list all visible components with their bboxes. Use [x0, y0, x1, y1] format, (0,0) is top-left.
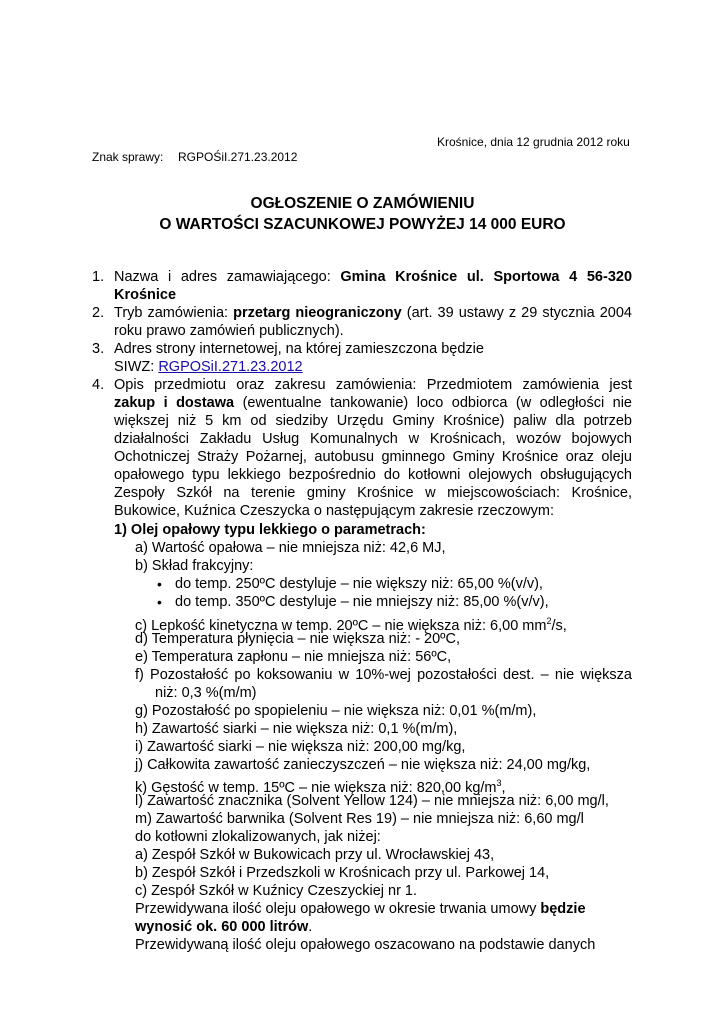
item-4-line2 [114, 394, 632, 412]
item-2-line1 [114, 304, 632, 322]
quantity-text: Przewidywana ilość oleju opałowego w okresie trwania umowy [135, 901, 537, 917]
item-1-number: 1. [92, 269, 105, 285]
param-l: l) Zawartość znacznika (Solvent Yellow 124) – nie mniejsza niż: 6,00 mg/l, [135, 793, 609, 809]
item-3-line1: Adres strony internetowej, na której zamieszczona będzie [114, 341, 484, 357]
param-m: m) Zawartość barwnika (Solvent Res 19) – nie mniejsza niż: 6,60 mg/l [135, 811, 584, 827]
param-k-end: , [501, 779, 506, 796]
item-1-address: Gmina Krośnice ul. Sportowa 4 56-320 [340, 269, 633, 285]
param-g: g) Pozostałość po spopieleniu – nie większa niż: 0,01 %(m/m), [135, 703, 537, 719]
param-b-bullet-2: do temp. 350ºC destyluje – nie mniejszy niż: 85,00 %(v/v), [175, 594, 549, 610]
param-c-sup: 2 [546, 616, 552, 626]
school-a: a) Zespół Szkół w Bukowicach przy ul. Wrocławskiej 43, [135, 847, 495, 863]
item-2-line2: roku prawo zamówień publicznych). [114, 323, 344, 339]
item-4-line2-rest: (ewentualne tankowanie) loco odbiorca (w odległości nie [242, 395, 632, 411]
item-1-label: Nazwa i adres zamawiającego: [114, 269, 331, 285]
param-e: e) Temperatura zapłonu – nie mniejsza niż: 56ºC, [135, 649, 452, 665]
item-4-line1: Opis przedmiotu oraz zakresu zamówienia: Przedmiotem zamówienia jest [114, 377, 632, 393]
param-j: j) Całkowita zawartość zanieczyszczeń – nie większa niż: 24,00 mg/kg, [135, 757, 591, 773]
param-f-line2: niż: 0,3 %(m/m) [155, 685, 257, 701]
quantity-line2 [135, 918, 312, 936]
item-3-number: 3. [92, 341, 105, 357]
param-f-line1: f) Pozostałość po koksowaniu w 10%-wej pozostałości dest. – nie większa [135, 667, 632, 683]
param-d: d) Temperatura płynięcia – nie większa niż: - 20ºC, [135, 631, 460, 647]
item-2-mode: przetarg nieograniczony [233, 305, 402, 321]
boilers-intro: do kotłowni zlokalizowanych, jak niżej: [135, 829, 381, 845]
case-number: RGPOŚiI.271.23.2012 [178, 150, 298, 164]
param-a: a) Wartość opałowa – nie mniejsza niż: 42,6 MJ, [135, 540, 446, 556]
quantity-end: . [308, 919, 313, 935]
quantity-bold-2: wynosić ok. 60 000 litrów [135, 919, 309, 935]
param-b: b) Skład frakcyjny: [135, 558, 254, 574]
oil-heading: 1) Olej opałowy typu lekkiego o parametrach: [114, 522, 426, 538]
item-2-number: 2. [92, 305, 105, 321]
item-1-line1 [114, 268, 632, 286]
page-title-line2: O WARTOŚCI SZACUNKOWEJ POWYŻEJ 14 000 EURO [159, 216, 566, 233]
item-4-line8: Bukowice, Kuźnica Czeszycka o następującym zakresie rzeczowym: [114, 503, 554, 519]
case-label: Znak sprawy: [92, 150, 164, 164]
item-4-line6: opałowego typu lekkiego bezpośrednio do kotłowni olejowych obsługujących [114, 467, 632, 483]
estimate-line: Przewidywaną ilość oleju opałowego oszacowano na podstawie danych [135, 937, 596, 953]
siwz-label: SIWZ: [114, 359, 155, 375]
param-b-bullet-1: do temp. 250ºC destyluje – nie większy niż: 65,00 %(v/v), [175, 576, 543, 592]
page-title-line1: OGŁOSZENIE O ZAMÓWIENIU [250, 195, 475, 212]
school-c: c) Zespół Szkół w Kuźnicy Czeszyckiej nr 1. [135, 883, 418, 899]
param-h: h) Zawartość siarki – nie większa niż: 0,1 %(m/m), [135, 721, 458, 737]
item-3-line2 [114, 358, 303, 376]
item-4-line5: Ochotniczej Straży Pożarnej, autobusu gminnego Gminy Krośnice oraz oleju [114, 449, 632, 465]
quantity-bold-1: będzie [540, 901, 586, 917]
param-k-sup: 3 [496, 778, 502, 788]
bullet-icon: • [157, 576, 162, 592]
item-1-line2 [114, 286, 176, 304]
param-i: i) Zawartość siarki – nie większa niż: 200,00 mg/kg, [135, 739, 466, 755]
item-4-line4: działalności Zakładu Usług Komunalnych w Krośnicach, wozów bojowych [114, 431, 632, 447]
item-2-label: Tryb zamówienia: [114, 305, 229, 321]
item-1-city: Krośnice [114, 287, 177, 303]
item-4-number: 4. [92, 377, 105, 393]
param-c-text: c) Lepkość kinetyczna w temp. 20ºC – nie większa niż: 6,00 mm [135, 617, 547, 634]
siwz-link[interactable]: RGPOSiI.271.23.2012 [158, 359, 303, 375]
quantity-line1 [135, 900, 586, 918]
param-k-text: k) Gęstość w temp. 15ºC – nie większa niż: 820,00 kg/m [135, 779, 497, 796]
item-4-line7: Zespoły Szkół na terenie gminy Krośnice w miejscowościach: Krośnice, [114, 485, 632, 501]
item-2-rest: (art. 39 ustawy z 29 stycznia 2004 [406, 305, 632, 321]
param-c-end: /s, [551, 617, 567, 634]
item-4-line3: większej niż 5 km od siedziby Urzędu Gminy Krośnice) paliw dla potrzeb [114, 413, 632, 429]
school-b: b) Zespół Szkół i Przedszkoli w Krośnicach przy ul. Parkowej 14, [135, 865, 550, 881]
place-date: Krośnice, dnia 12 grudnia 2012 roku [437, 135, 630, 149]
item-4-bold: zakup i dostawa [114, 395, 235, 411]
bullet-icon: • [157, 594, 162, 610]
